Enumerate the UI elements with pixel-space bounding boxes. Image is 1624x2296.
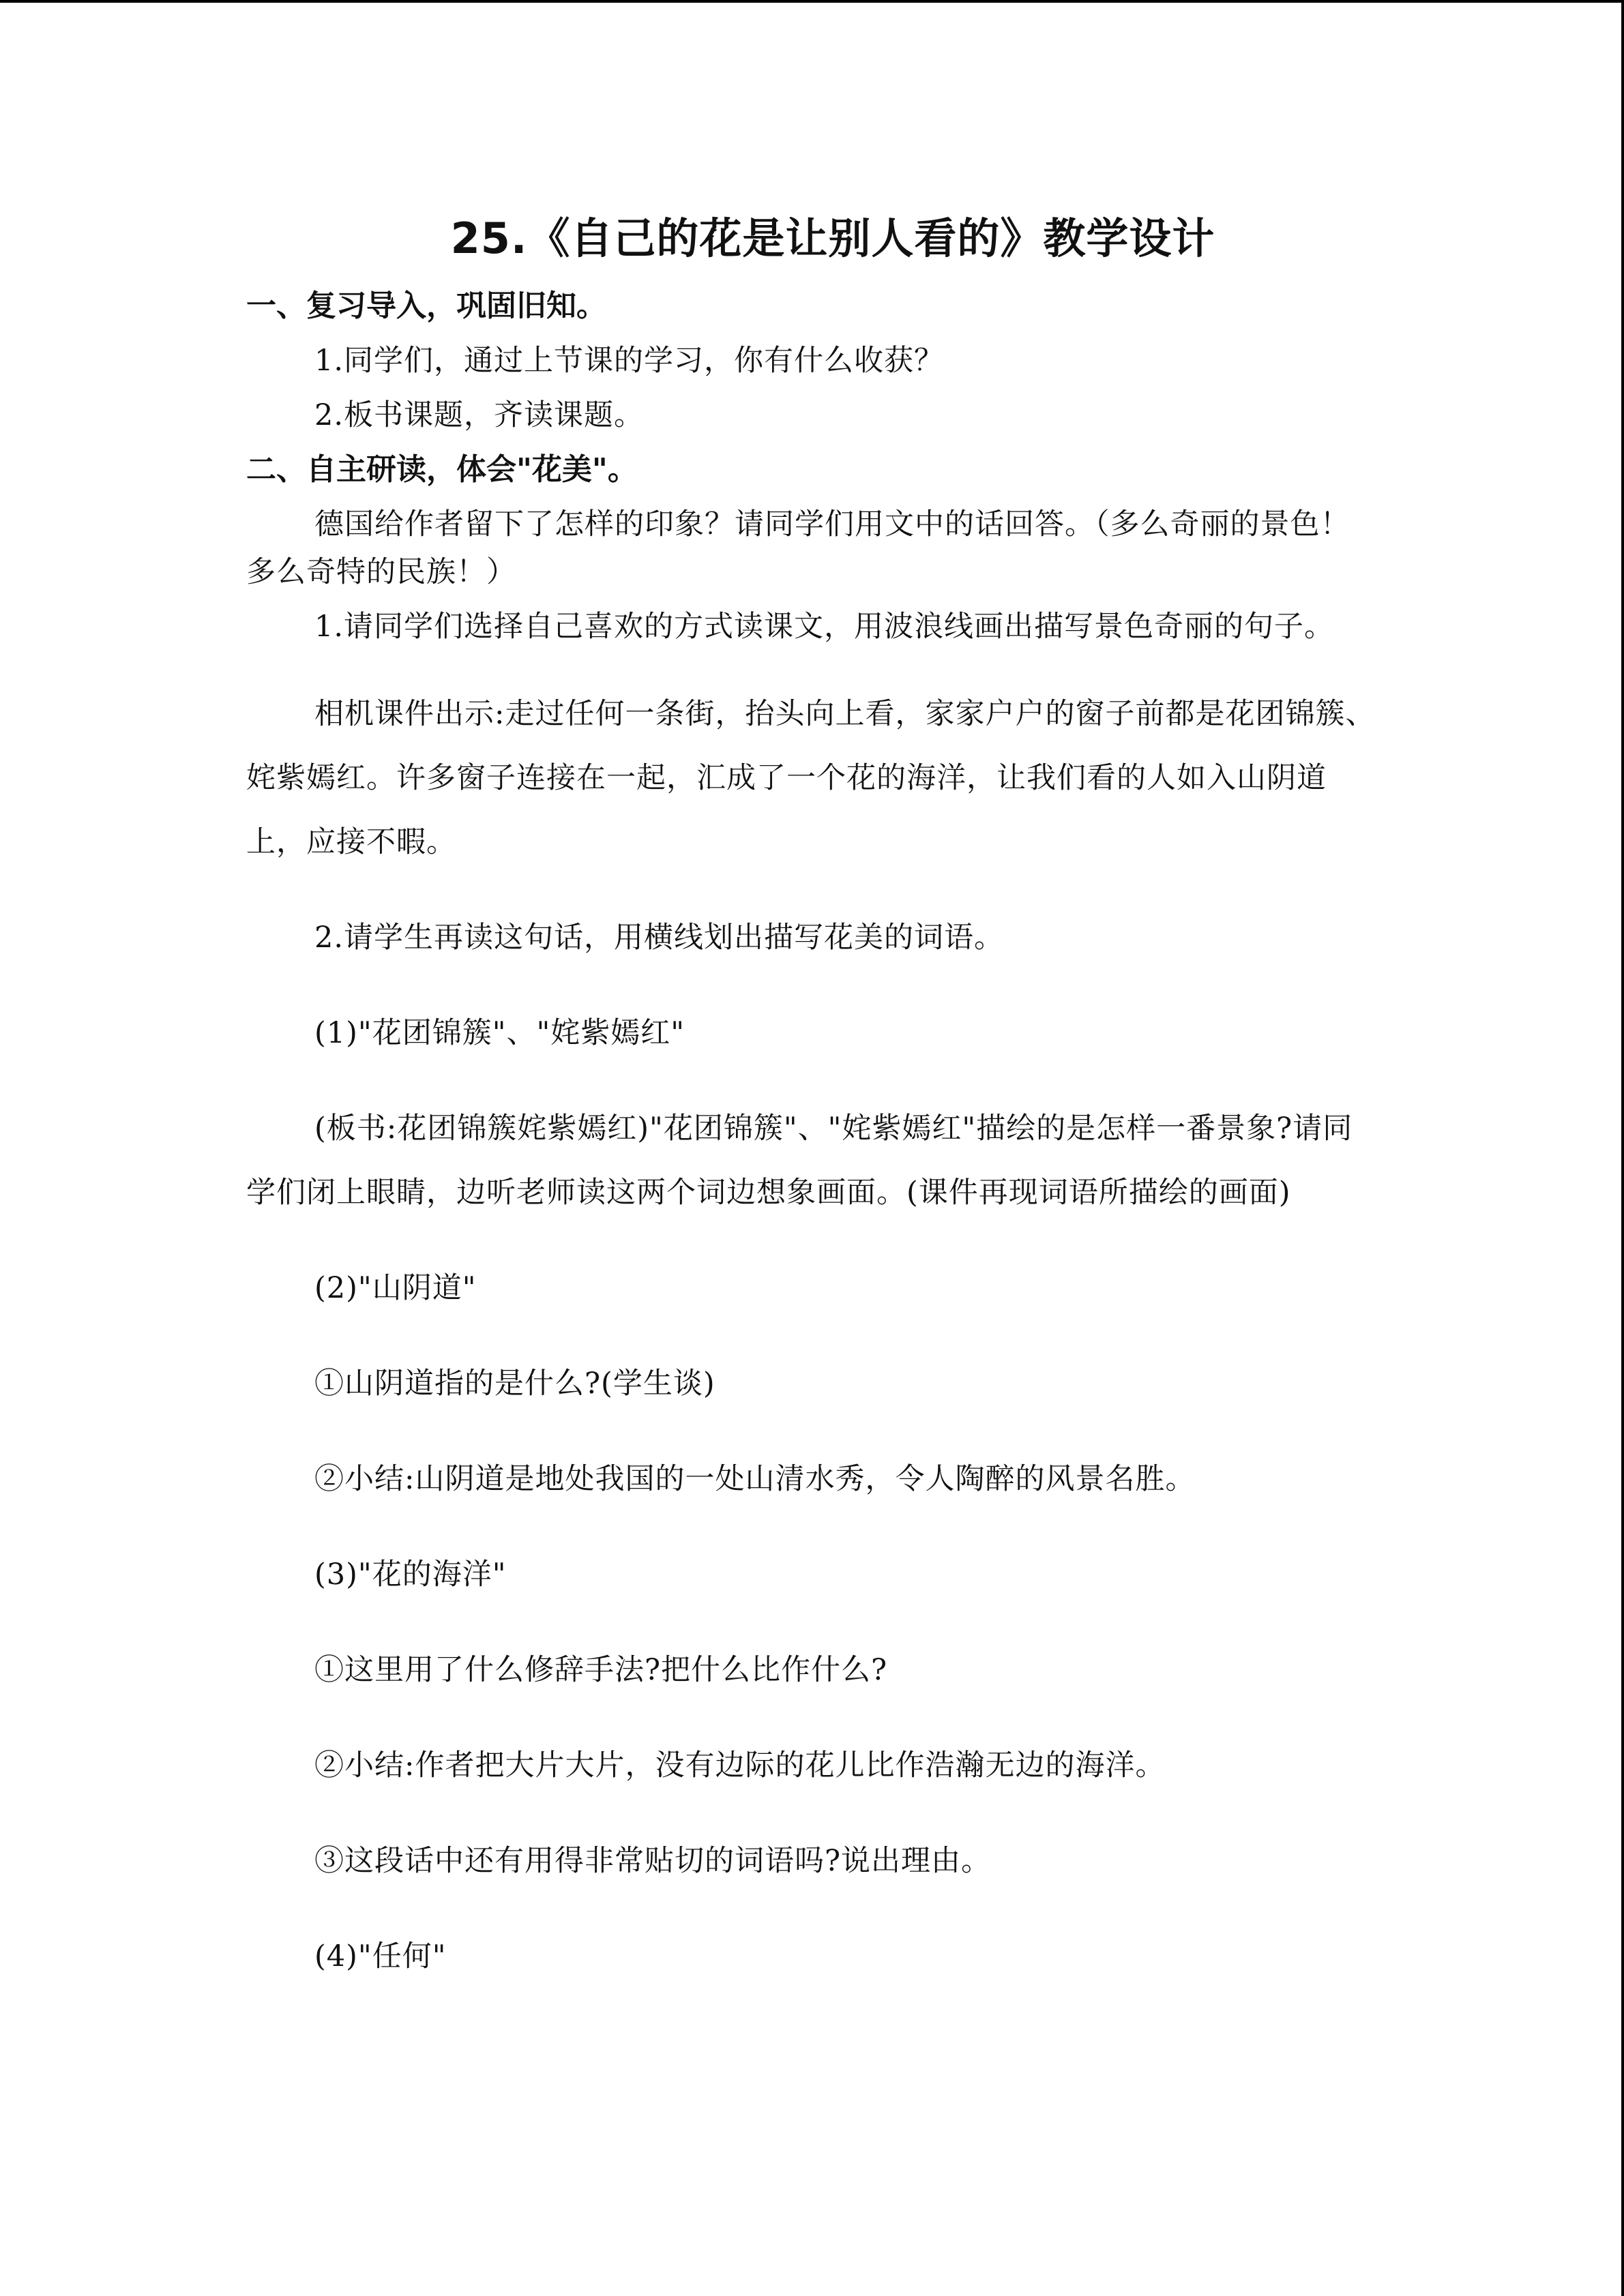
document-title: 25.《自己的花是让别人看的》教学设计 [450,213,1215,263]
word-item-4: (4)"任何" [314,1939,447,1973]
section-2-step-2: 2.请学生再读这句话，用横线划出描写花美的词语。 [314,921,1005,955]
section-2-heading: 二、自主研读，体会"花美"。 [246,452,638,487]
word-item-3-summary: ②小结:作者把大片大片，没有边际的花儿比作浩瀚无边的海洋。 [314,1748,1166,1783]
section-1-item-1: 1.同学们，通过上节课的学习，你有什么收获？ [314,344,945,378]
section-2-step-1: 1.请同学们选择自己喜欢的方式读课文，用波浪线画出描写景色奇丽的句子。 [314,610,1335,644]
word-item-3: (3)"花的海洋" [314,1557,507,1592]
blackboard-note: (板书:花团锦簇姹紫嫣红)"花团锦簇"、"姹紫嫣红"描绘的是怎样一番景象?请同学们闭上眼睛，边听老师读这两个词边想象画面。(课件再现词语所描绘的画面) [246,1112,1353,1210]
word-item-2-question: ①山阴道指的是什么?(学生谈) [314,1367,715,1401]
courseware-quote: 相机课件出示:走过任何一条街，抬头向上看，家家户户的窗子前都是花团锦簇、姹紫嫣红。许多窗子连接在一起，汇成了一个花的海洋，让我们看的人如入山阴道上，应接不暇。 [246,697,1376,859]
word-item-1: (1)"花团锦簇"、"姹紫嫣红" [314,1016,685,1050]
word-item-2: (2)"山阴道" [314,1271,477,1305]
word-item-2-summary: ②小结:山阴道是地处我国的一处山清水秀，令人陶醉的风景名胜。 [314,1462,1196,1496]
section-2-intro: 德国给作者留下了怎样的印象？请同学们用文中的话回答。（多么奇丽的景色！多么奇特的民族！） [246,507,1350,589]
section-1-item-2: 2.板书课题，齐读课题。 [314,398,645,432]
word-item-3-question: ①这里用了什么修辞手法?把什么比作什么? [314,1653,888,1687]
section-1-heading: 一、复习导入，巩固旧知。 [246,288,606,323]
word-item-3-followup: ③这段话中还有用得非常贴切的词语吗?说出理由。 [314,1844,992,1878]
document-body [246,205,1378,2020]
